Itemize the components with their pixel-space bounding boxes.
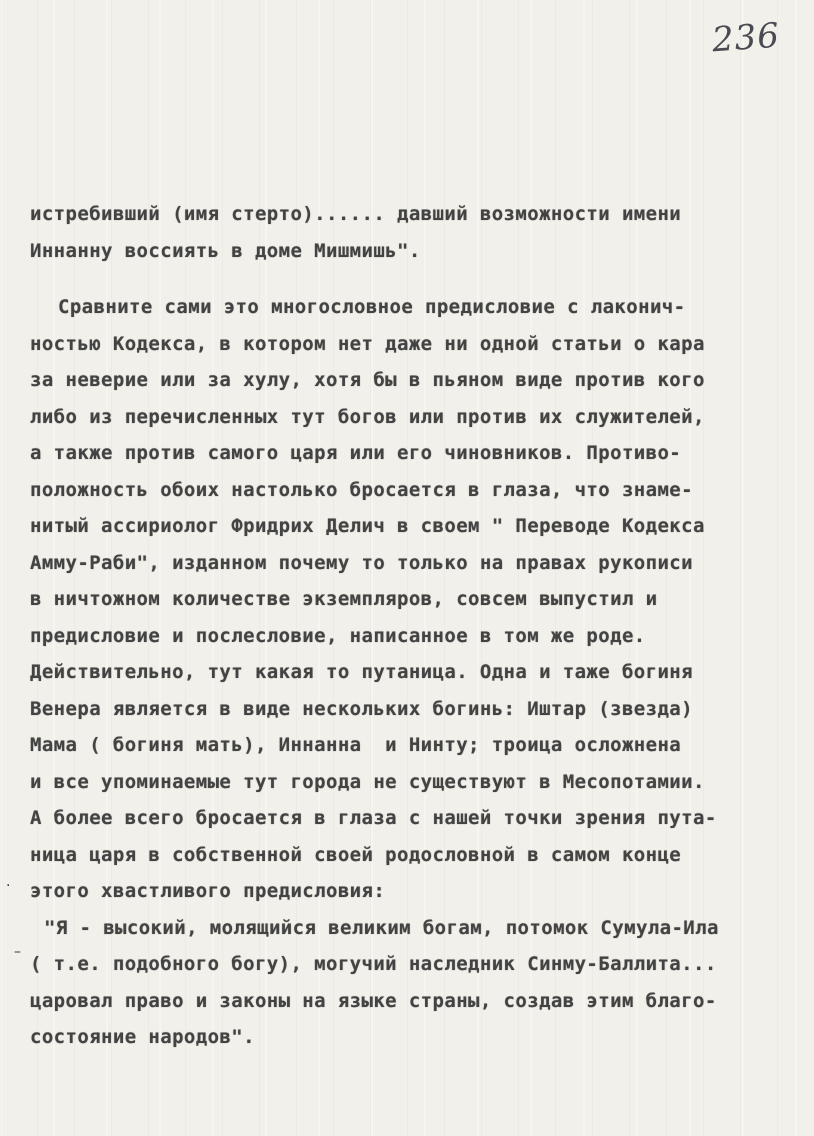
text-line: ница царя в собственной своей родословной в самом конце xyxy=(30,843,682,866)
text-line: Сравните сами это многословное предисловие с лаконич- xyxy=(58,296,686,318)
text-line: Венера является в виде нескольких богинь: Иштар (звезда) xyxy=(30,697,693,720)
text-line: нитый ассириолог Фридрих Делич в своем " Переводе Кодекса xyxy=(30,515,705,537)
margin-dash: – xyxy=(14,944,21,960)
text-line: царовал право и законы на языке страны, создав этим благо- xyxy=(30,989,717,1012)
text-line: Иннанну воссиять в доме Мишмишь". xyxy=(30,239,421,262)
text-line: положность обоих настолько бросается в глаза, что знаме- xyxy=(30,478,693,501)
paragraph-2 xyxy=(30,289,805,910)
text-line: этого хвастливого предисловия: xyxy=(30,880,386,902)
paragraph-1 xyxy=(30,196,805,269)
typewritten-text xyxy=(30,196,805,1056)
text-line: состояние народов". xyxy=(30,1026,255,1048)
handwritten-page-number: 236 xyxy=(710,15,782,61)
text-line: либо из перечисленных тут богов или против их служителей, xyxy=(30,405,705,428)
text-line: ностью Кодекса, в котором нет даже ни одной статьи о кара xyxy=(30,332,705,355)
text-line: в ничтожном количестве экземпляров, совсем выпустил и xyxy=(30,588,658,610)
text-line: истребивший (имя стерто)...... давший возможности имени xyxy=(30,203,682,225)
margin-dot: · xyxy=(6,878,11,894)
text-line: ( т.е. подобного богу), могучий наследник Синму-Баллита... xyxy=(30,953,717,975)
text-line: и все упоминаемые тут города не существуют в Месопотамии. xyxy=(30,770,705,793)
quotation xyxy=(30,910,805,1056)
text-line: а также против самого царя или его чиновников. Противо- xyxy=(30,442,682,464)
text-line: Мама ( богиня мать), Иннанна и Нинту; троица осложнена xyxy=(30,734,682,756)
text-line: Действительно, тут какая то путаница. Одна и таже богиня xyxy=(30,661,693,683)
text-line: предисловие и послесловие, написанное в том же роде. xyxy=(30,624,646,647)
text-line: Амму-Раби", изданном почему то только на правах рукописи xyxy=(30,551,693,574)
text-line: "Я - высокий, молящийся великим богам, потомок Сумула-Ила xyxy=(44,916,719,939)
text-line: за неверие или за хулу, хотя бы в пьяном виде против кого xyxy=(30,369,705,391)
text-line: А более всего бросается в глаза с нашей точки зрения пута- xyxy=(30,807,717,829)
